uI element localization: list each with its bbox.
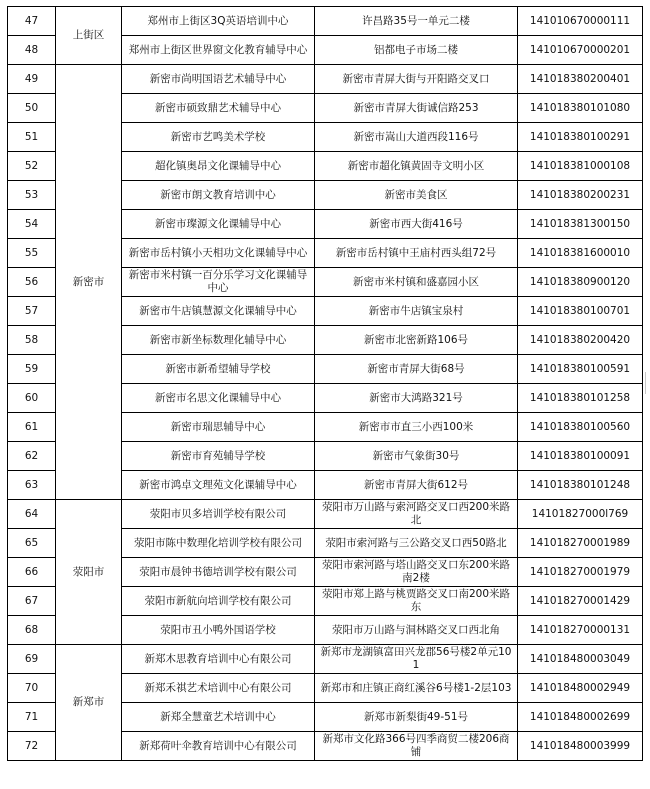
license-code-cell: 141018480003999 xyxy=(518,732,643,761)
institution-name-cell: 新密市鸿卓文理苑文化课辅导中心 xyxy=(122,471,315,500)
row-number: 70 xyxy=(8,674,56,703)
institution-name-cell: 新郑禾祺艺术培训中心有限公司 xyxy=(122,674,315,703)
license-code-cell: 141018270001989 xyxy=(518,529,643,558)
row-number: 71 xyxy=(8,703,56,732)
district-cell: 荥阳市 xyxy=(56,500,122,645)
row-number: 64 xyxy=(8,500,56,529)
institution-name-cell: 新密市璨源文化课辅导中心 xyxy=(122,210,315,239)
address-cell: 新密市青屏大街612号 xyxy=(315,471,518,500)
license-code-cell: 141010670000111 xyxy=(518,7,643,36)
district-cell: 上街区 xyxy=(56,7,122,65)
address-cell: 新郑市龙湖镇富田兴龙郡56号楼2单元101 xyxy=(315,645,518,674)
license-code-cell: 141018381600010 xyxy=(518,239,643,268)
address-cell: 新密市青屏大街与开阳路交叉口 xyxy=(315,65,518,94)
row-number: 50 xyxy=(8,94,56,123)
address-cell: 新密市北密新路106号 xyxy=(315,326,518,355)
address-cell: 新密市嵩山大道西段116号 xyxy=(315,123,518,152)
license-code-cell: 141018380101080 xyxy=(518,94,643,123)
address-cell: 新密市牛店镇宝泉村 xyxy=(315,297,518,326)
row-number: 48 xyxy=(8,36,56,65)
institution-name-cell: 新密市名思文化课辅导中心 xyxy=(122,384,315,413)
row-number: 69 xyxy=(8,645,56,674)
table-row xyxy=(8,7,643,36)
row-number: 51 xyxy=(8,123,56,152)
license-code-cell: 141018480003049 xyxy=(518,645,643,674)
table-row xyxy=(8,645,643,674)
license-code-cell: 141018380100291 xyxy=(518,123,643,152)
row-number: 49 xyxy=(8,65,56,94)
license-code-cell: 141018270001429 xyxy=(518,587,643,616)
address-cell: 新郑市新梨街49-51号 xyxy=(315,703,518,732)
table-row xyxy=(8,65,643,94)
institution-name-cell: 新密市朗文教育培训中心 xyxy=(122,181,315,210)
row-number: 65 xyxy=(8,529,56,558)
institution-name-cell: 新密市牛店镇慧源文化课辅导中心 xyxy=(122,297,315,326)
row-number: 62 xyxy=(8,442,56,471)
institution-name-cell: 新密市米村镇一百分乐学习文化课辅导中心 xyxy=(122,268,315,297)
institution-name-cell: 新密市岳村镇小天相功文化课辅导中心 xyxy=(122,239,315,268)
license-code-cell: 141018380200420 xyxy=(518,326,643,355)
row-number: 56 xyxy=(8,268,56,297)
row-number: 57 xyxy=(8,297,56,326)
district-cell: 新郑市 xyxy=(56,645,122,761)
address-cell: 新密市超化镇黄固寺文明小区 xyxy=(315,152,518,181)
license-code-cell: 141018380101248 xyxy=(518,471,643,500)
license-code-cell: 141018380101258 xyxy=(518,384,643,413)
institution-name-cell: 荥阳市陈中数理化培训学校有限公司 xyxy=(122,529,315,558)
address-cell: 新密市岳村镇中王庙村西头组72号 xyxy=(315,239,518,268)
address-cell: 新密市美食区 xyxy=(315,181,518,210)
license-code-cell: 141010670000201 xyxy=(518,36,643,65)
institution-name-cell: 新密市硕致鼎艺术辅导中心 xyxy=(122,94,315,123)
license-code-cell: 141018380100701 xyxy=(518,297,643,326)
address-cell: 新密市大鸿路321号 xyxy=(315,384,518,413)
address-cell: 新密市米村镇和盛嘉园小区 xyxy=(315,268,518,297)
address-cell: 许昌路35号一单元二楼 xyxy=(315,7,518,36)
address-cell: 新密市青屏大街诚信路253 xyxy=(315,94,518,123)
row-number: 72 xyxy=(8,732,56,761)
institution-name-cell: 超化镇奥昂文化课辅导中心 xyxy=(122,152,315,181)
side-scroll-mark xyxy=(645,372,650,394)
row-number: 54 xyxy=(8,210,56,239)
license-code-cell: 141018380900120 xyxy=(518,268,643,297)
institution-name-cell: 郑州市上街区3Q英语培训中心 xyxy=(122,7,315,36)
row-number: 68 xyxy=(8,616,56,645)
license-code-cell: 141018480002699 xyxy=(518,703,643,732)
license-code-cell: 141018380200231 xyxy=(518,181,643,210)
institution-table-sheet xyxy=(7,6,643,761)
address-cell: 荥阳市万山路与洞林路交叉口西北角 xyxy=(315,616,518,645)
district-cell: 新密市 xyxy=(56,65,122,500)
institution-name-cell: 新密市尚明国语艺术辅导中心 xyxy=(122,65,315,94)
address-cell: 荥阳市索河路与三公路交叉口西50路北 xyxy=(315,529,518,558)
table-row xyxy=(8,500,643,529)
row-number: 66 xyxy=(8,558,56,587)
institution-name-cell: 新密市瑞思辅导中心 xyxy=(122,413,315,442)
license-code-cell: 141018270000131 xyxy=(518,616,643,645)
address-cell: 新郑市和庄镇正商红溪谷6号楼1-2层103 xyxy=(315,674,518,703)
institution-name-cell: 新密市新希望辅导学校 xyxy=(122,355,315,384)
institution-name-cell: 新郑全慧童艺术培训中心 xyxy=(122,703,315,732)
license-code-cell: 141018381000108 xyxy=(518,152,643,181)
address-cell: 新郑市文化路366号四季商贸二楼206商铺 xyxy=(315,732,518,761)
institution-name-cell: 郑州市上街区世界窗文化教育辅导中心 xyxy=(122,36,315,65)
institution-name-cell: 荥阳市新航向培训学校有限公司 xyxy=(122,587,315,616)
row-number: 59 xyxy=(8,355,56,384)
license-code-cell: 141018381300150 xyxy=(518,210,643,239)
address-cell: 荥阳市索河路与塔山路交叉口东200米路南2楼 xyxy=(315,558,518,587)
license-code-cell: 141018380100591 xyxy=(518,355,643,384)
row-number: 53 xyxy=(8,181,56,210)
license-code-cell: 141018380100091 xyxy=(518,442,643,471)
institution-table xyxy=(7,6,643,761)
row-number: 63 xyxy=(8,471,56,500)
institution-name-cell: 新密市新坐标数理化辅导中心 xyxy=(122,326,315,355)
license-code-cell: 14101827000l769 xyxy=(518,500,643,529)
row-number: 58 xyxy=(8,326,56,355)
license-code-cell: 141018380100560 xyxy=(518,413,643,442)
row-number: 52 xyxy=(8,152,56,181)
institution-name-cell: 荥阳市丑小鸭外国语学校 xyxy=(122,616,315,645)
address-cell: 铝都电子市场二楼 xyxy=(315,36,518,65)
institution-name-cell: 新郑木思教育培训中心有限公司 xyxy=(122,645,315,674)
address-cell: 新密市气象街30号 xyxy=(315,442,518,471)
address-cell: 荥阳市郑上路与桃贾路交叉口南200米路东 xyxy=(315,587,518,616)
row-number: 55 xyxy=(8,239,56,268)
address-cell: 新密市市直三小西100米 xyxy=(315,413,518,442)
row-number: 60 xyxy=(8,384,56,413)
row-number: 47 xyxy=(8,7,56,36)
row-number: 67 xyxy=(8,587,56,616)
address-cell: 新密市青屏大街68号 xyxy=(315,355,518,384)
address-cell: 新密市西大街416号 xyxy=(315,210,518,239)
institution-name-cell: 新郑荷叶伞教育培训中心有限公司 xyxy=(122,732,315,761)
institution-name-cell: 荥阳市晨钟书德培训学校有限公司 xyxy=(122,558,315,587)
institution-name-cell: 荥阳市贝多培训学校有限公司 xyxy=(122,500,315,529)
license-code-cell: 141018480002949 xyxy=(518,674,643,703)
institution-name-cell: 新密市艺鸣美术学校 xyxy=(122,123,315,152)
row-number: 61 xyxy=(8,413,56,442)
address-cell: 荥阳市万山路与索河路交叉口西200米路北 xyxy=(315,500,518,529)
license-code-cell: 141018380200401 xyxy=(518,65,643,94)
license-code-cell: 141018270001979 xyxy=(518,558,643,587)
institution-name-cell: 新密市育苑辅导学校 xyxy=(122,442,315,471)
